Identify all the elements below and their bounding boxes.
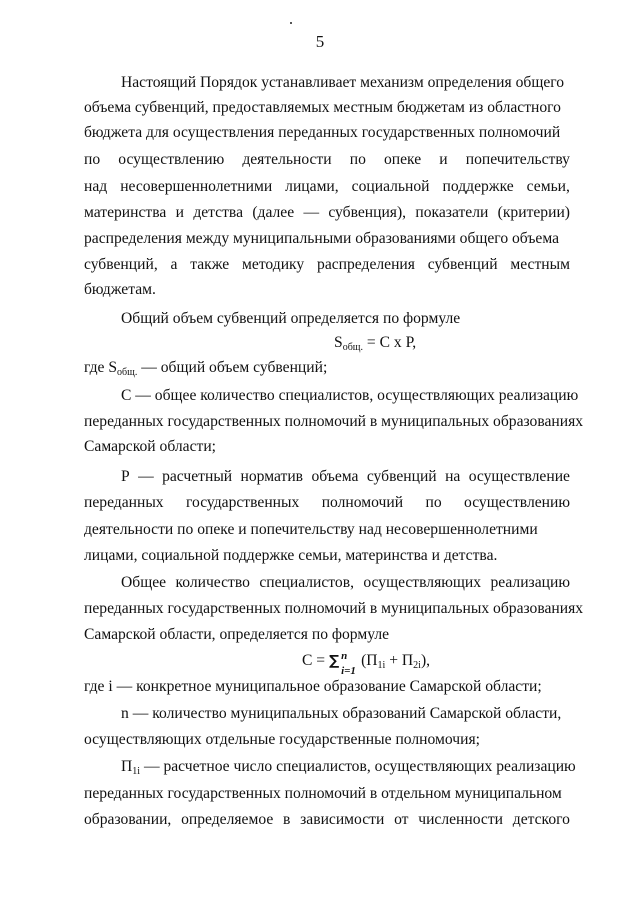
paragraph-8-line-1 <box>121 757 576 782</box>
word: субвенция), <box>328 204 407 221</box>
word: осуществляющих <box>363 574 482 591</box>
word: (далее <box>252 204 295 221</box>
word: осуществлению <box>118 151 225 168</box>
formula-end: ), <box>420 652 431 669</box>
paragraph-1-line-8 <box>84 255 570 275</box>
where-s-prefix: где S <box>84 359 118 376</box>
word: субвенций <box>427 256 498 273</box>
formula-sum-upper: n <box>341 650 348 663</box>
paragraph-1-line-5 <box>84 177 570 197</box>
word: расчетный <box>162 468 233 485</box>
paragraph-6-where-i: где i — конкретное муниципальное образование Самарской области; <box>84 678 542 695</box>
formula-s-rest: = С х Р, <box>362 334 417 351</box>
paragraph-8-line-3 <box>84 810 570 830</box>
formula-p1: (П <box>361 652 378 669</box>
word: зависимости <box>300 811 385 828</box>
word: количество <box>175 574 250 591</box>
word: по <box>349 151 366 168</box>
word: на <box>445 468 461 485</box>
paragraph-7-line-1: n — количество муниципальных образований Самарской области, <box>121 705 562 722</box>
word: — <box>138 468 154 485</box>
word: государственных <box>186 494 300 511</box>
paragraph-2-where <box>84 358 327 383</box>
word: численности <box>418 811 504 828</box>
paragraph-3-line-1: С — общее количество специалистов, осуществляющих реализацию <box>121 387 579 404</box>
paragraph-1-line-9: бюджетам. <box>84 281 156 298</box>
paragraph-1-line-7: распределения между муниципальными образованиями общего объема <box>84 230 560 247</box>
word: переданных <box>84 494 164 511</box>
word: по <box>84 151 101 168</box>
word: местным <box>510 256 570 273</box>
word: полномочий <box>321 494 404 511</box>
word: в <box>283 811 291 828</box>
formula-s-subscript: общ. <box>342 342 363 353</box>
word: специалистов, <box>259 574 354 591</box>
word: Р <box>121 468 130 485</box>
word: (критерии) <box>497 204 570 221</box>
paragraph-3-line-2: переданных государственных полномочий в муниципальных образованиях <box>84 413 584 430</box>
word: опеке <box>383 151 422 168</box>
paragraph-1-line-2: объема субвенций, предоставляемых местным бюджетам из областного <box>84 99 561 116</box>
scan-mark <box>290 22 292 24</box>
word: Общее <box>121 574 167 591</box>
paragraph-1-line-1: Настоящий Порядок устанавливает механизм определения общего <box>121 74 565 91</box>
paragraph-5-line-3: Самарской области, определяется по формуле <box>84 626 390 643</box>
word: осуществлению <box>464 494 570 511</box>
word: детства <box>193 204 243 221</box>
word: определяемое <box>181 811 274 828</box>
formula-c-total <box>302 651 430 676</box>
paragraph-1-line-6 <box>84 203 570 223</box>
word: субвенций <box>366 468 437 485</box>
paragraph-7-line-2: осуществляющих отдельные государственные полномочия; <box>84 731 480 748</box>
word: социальной <box>351 178 430 195</box>
paragraph-2-intro: Общий объем субвенций определяется по формуле <box>121 310 461 327</box>
paragraph-5-line-2: переданных государственных полномочий в муниципальных образованиях <box>84 600 584 617</box>
word: попечительству <box>465 151 570 168</box>
p1i-symbol: П <box>121 758 133 775</box>
word: — <box>303 204 320 221</box>
word: семьи, <box>526 178 570 195</box>
word: материнства <box>84 204 167 221</box>
formula-sum-symbol: ∑ <box>329 653 340 669</box>
paragraph-1-line-4 <box>84 150 570 170</box>
p1i-subscript: 1i <box>132 766 141 777</box>
paragraph-4-line-2 <box>84 493 570 513</box>
formula-s-symbol: S <box>334 334 343 351</box>
word: несовершеннолетними <box>120 178 273 195</box>
word: реализацию <box>490 574 570 591</box>
formula-s-total <box>334 333 416 358</box>
word: образовании, <box>84 811 172 828</box>
word: от <box>394 811 409 828</box>
word: объема <box>311 468 359 485</box>
page-number: 5 <box>315 32 325 51</box>
formula-p1-subscript: 1i <box>377 660 386 671</box>
word: показатели <box>415 204 489 221</box>
word: а <box>170 256 178 273</box>
word: и <box>175 204 184 221</box>
paragraph-4-line-1 <box>121 467 570 487</box>
where-s-rest: — общий объем субвенций; <box>137 359 328 376</box>
formula-sum-lower: i=1 <box>341 665 356 678</box>
paragraph-4-line-3: деятельности по опеке и попечительству над несовершеннолетними <box>84 521 538 538</box>
word: над <box>84 178 108 195</box>
formula-plus: + П <box>385 652 414 669</box>
formula-sum-limits <box>339 650 361 678</box>
word: и <box>439 151 448 168</box>
word: поддержке <box>442 178 514 195</box>
formula-p2-subscript: 2i <box>413 660 421 671</box>
word: детского <box>512 811 570 828</box>
paragraph-1-line-3: бюджета для осуществления переданных государственных полномочий <box>84 124 561 141</box>
paragraph-3-line-3: Самарской области; <box>84 438 217 455</box>
word: осуществление <box>468 468 570 485</box>
paragraph-4-line-4: лицами, социальной поддержке семьи, материнства и детства. <box>84 547 498 564</box>
paragraph-5-line-1 <box>121 573 570 593</box>
word: субвенций, <box>84 256 158 273</box>
p1i-rest: — расчетное число специалистов, осуществляющих реализацию <box>140 758 576 775</box>
word: также <box>190 256 230 273</box>
where-s-subscript: общ. <box>117 367 138 378</box>
word: деятельности <box>242 151 332 168</box>
word: по <box>425 494 442 511</box>
word: норматив <box>240 468 304 485</box>
word: распределения <box>317 256 415 273</box>
word: методику <box>242 256 305 273</box>
formula-c-lhs: С = <box>302 652 329 669</box>
word: лицами, <box>285 178 339 195</box>
paragraph-8-line-2: переданных государственных полномочий в отдельном муниципальном <box>84 785 562 802</box>
